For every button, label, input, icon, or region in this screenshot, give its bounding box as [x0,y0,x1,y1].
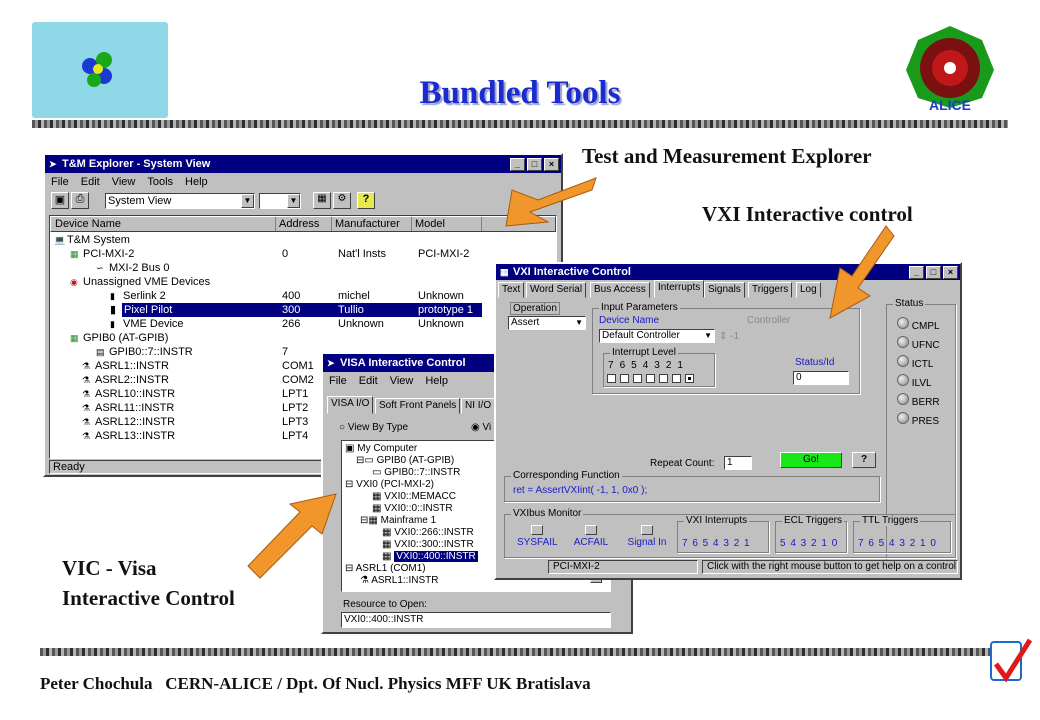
row-name: ASRL13::INSTR [95,430,176,442]
row-address: 266 [282,318,301,330]
menu-help[interactable]: Help [185,175,208,188]
grid-view-icon[interactable]: ▦ [313,192,331,209]
level-5: 5 [631,360,637,371]
minimize-button[interactable]: _ [510,158,525,171]
tab-interrupts[interactable]: Interrupts [654,280,704,298]
tab-bus-access[interactable]: Bus Access [590,282,650,298]
corresponding-function-text: ret = AssertVXIint( -1, 1, 0x0 ); [513,485,648,496]
row-model: Unknown [418,290,464,302]
resource-value: VXI0::400::INSTR [344,614,424,625]
row-address: COM1 [282,360,314,372]
row-manufacturer: Unknown [338,318,384,330]
serial-port-icon: ⚗ [82,403,91,414]
row-address: COM2 [282,374,314,386]
monitor-label: Signal In [627,537,667,548]
tree-item[interactable]: ▦ VXI0::MEMACC [372,491,456,502]
status-id-value: 0 [796,372,802,383]
tree-item-label: GPIB0::7::INSTR [384,467,461,478]
callout-tme: Test and Measurement Explorer [582,144,872,168]
status-item-label: PRES [911,416,940,427]
row-manufacturer: Nat'l Insts [338,248,386,260]
tree-item-label: ASRL1 (COM1) [355,563,426,574]
visa-menu-help[interactable]: Help [425,374,448,387]
visa-app-icon: ➤ [327,358,335,368]
row-name: ASRL2::INSTR [95,374,169,386]
row-manufacturer: Tullio [338,304,364,316]
ttl-triggers-bits: 7 6 5 4 3 2 1 0 [858,538,937,549]
row-manufacturer: michel [338,290,370,302]
visa-menu-view[interactable]: View [389,374,414,387]
serial-port-icon: ⚗ [82,389,91,400]
statusbar-left-text: PCI-MXI-2 [553,561,600,572]
close-button[interactable]: × [943,266,958,279]
tree-item-label: VXI0::0::INSTR [384,503,453,514]
level-6: 6 [619,360,626,371]
row-name: VME Device [123,318,184,330]
row-name: GPIB0::7::INSTR [109,346,193,358]
board-icon: ▦ [70,249,79,260]
tab-ni-io[interactable]: NI I/O [461,398,495,414]
status-item-label: CMPL [911,321,940,332]
row-model: Unknown [418,318,464,330]
chevron-down-icon[interactable]: ▼ [575,318,583,327]
arrow-vxi [830,226,894,318]
row-name: ASRL10::INSTR [95,388,176,400]
maximize-button[interactable]: □ [926,266,941,279]
status-item-label: UFNC [911,340,940,351]
tab-soft-front-panels[interactable]: Soft Front Panels [375,398,460,414]
resource-label: Resource to Open: [343,599,427,610]
visa-title: VISA Interactive Control [340,357,466,369]
monitor-label: ACFAIL [573,537,609,548]
status-item-label: ILVL [911,378,932,389]
tree-item-label: ASRL1::INSTR [371,575,439,586]
controller-label: Controller [747,315,791,326]
tab-word-serial[interactable]: Word Serial [526,282,586,298]
row-address: 300 [282,304,301,316]
status-item-label: ICTL [911,359,934,370]
view-select-value: System View [108,195,172,207]
row-name: MXI-2 Bus 0 [109,262,170,274]
row-name: Serlink 2 [123,290,166,302]
visa-menu-file[interactable]: File [329,374,347,387]
controller-value: -1 [730,331,740,342]
row-name: Unassigned VME Devices [83,276,211,288]
col-manufacturer[interactable]: Manufacturer [332,217,412,231]
vxi-interrupts-bits: 7 6 5 4 3 2 1 [682,538,751,549]
status-group-label: Status [895,298,924,309]
vme-card-icon: ▮ [110,319,115,330]
chevron-down-icon[interactable]: ▼ [704,331,712,340]
serial-port-icon: ⚗ [82,361,91,372]
controller-stepper[interactable]: ⇕ -1 [719,331,740,342]
vme-card-icon: ▮ [110,291,115,302]
ecl-triggers-bits: 5 4 3 2 1 0 [780,538,839,549]
warning-device-icon: ◉ [70,277,78,288]
status-text: Ready [53,461,85,473]
row-name: ASRL11::INSTR [95,402,175,414]
row-address: 7 [282,346,289,358]
tree-item[interactable]: ⚗ ASRL1::INSTR [360,575,439,586]
callout-vxi: VXI Interactive control [702,202,913,226]
serial-port-icon: ⚗ [82,417,91,428]
tree-item[interactable]: ⊟▦ Mainframe 1 [360,515,437,526]
board-icon: ▦ [70,333,79,344]
interrupt-level-label: Interrupt Level [612,347,676,358]
row-address: LPT1 [282,388,309,400]
checkmark-icon [990,638,1034,684]
status-id-label: Status/Id [795,357,835,368]
input-parameters-label: Input Parameters [601,302,678,313]
row-name: ASRL12::INSTR [95,416,176,428]
help-button[interactable]: ? [852,452,876,468]
view-by-other-label: Vi [482,422,492,433]
tree-item-label: VXI0::MEMACC [384,491,456,502]
menu-file[interactable]: File [51,175,69,188]
view-by-other-radio[interactable]: ◉ Vi [471,422,492,433]
footer-text: Peter Chochula CERN-ALICE / Dpt. Of Nucl. Physics MFF UK Bratislava [40,674,591,693]
col-device-name[interactable]: Device Name [51,217,276,231]
device-name-label: Device Name [599,315,660,326]
print-icon[interactable]: ⎙ [71,192,89,209]
explorer-app-icon: ➤ [49,159,57,169]
row-name: GPIB0 (AT-GPIB) [83,332,169,344]
tree-item-label: GPIB0 (AT-GPIB) [376,455,455,466]
row-name: T&M System [67,234,130,246]
instrument-icon: ▤ [96,347,105,358]
col-address[interactable]: Address [276,217,332,231]
tree-item[interactable]: ▭ GPIB0::7::INSTR [372,467,461,478]
slide-title: Bundled Tools [419,75,621,111]
tree-item[interactable]: ▣ My Computer [345,443,418,454]
tree-item-label: VXI0::300::INSTR [394,539,474,550]
level-3: 3 [654,360,660,371]
row-name: Pixel Pilot [124,304,173,316]
row-name: ASRL1::INSTR [95,360,169,372]
callout-vic-line2: Interactive Control [62,586,235,610]
device-name-value: Default Controller [602,330,680,341]
row-address: LPT2 [282,402,309,414]
arrow-vic [248,494,336,578]
status-item-label: BERR [911,397,940,408]
level-7: 7 [608,360,614,371]
visa-menu-edit[interactable]: Edit [358,374,378,387]
statusbar-right-text: Click with the right mouse button to get help on a control [707,561,957,572]
vxi-interrupts-label: VXI Interrupts [686,515,748,526]
ecl-triggers-label: ECL Triggers [784,515,842,526]
tree-item[interactable]: ▦ VXI0::0::INSTR [372,503,453,514]
vxi-title: VXI Interactive Control [513,266,631,278]
go-button[interactable]: Go! [780,452,842,468]
monitor-label: SYSFAIL [517,537,558,548]
operation-label: Operation [510,302,560,315]
tree-item[interactable]: ▦ VXI0::300::INSTR [382,539,474,550]
view-by-type-label: View By Type [347,422,409,433]
tab-signals[interactable]: Signals [704,282,745,298]
bottom-divider [40,648,1010,656]
computer-icon: 💻 [54,235,66,246]
level-2: 2 [665,360,672,371]
minimize-button[interactable]: _ [909,266,924,279]
row-address: LPT3 [282,416,309,428]
menu-view[interactable]: View [111,175,136,188]
alice-logo-text: ALICE [929,97,971,112]
tree-item-label: Mainframe 1 [380,515,437,526]
vme-card-icon: ▮ [110,304,117,316]
corresponding-function-label: Corresponding Function [513,470,620,481]
tree-item[interactable]: ⊟▭ GPIB0 (AT-GPIB) [356,455,455,466]
properties-icon[interactable]: ⚙ [333,192,351,209]
row-address: 0 [282,248,289,260]
repeat-count-label: Repeat Count: [650,458,715,469]
row-name: PCI-MXI-2 [83,248,135,260]
cable-icon: ∽ [96,263,104,274]
callout-vic-line1: VIC - Visa [62,556,157,580]
chevron-down-icon[interactable]: ▼ [287,194,300,208]
save-icon[interactable]: ▣ [51,192,69,209]
row-model: PCI-MXI-2 [418,248,470,260]
tree-item-label: VXI0::400::INSTR [396,551,476,562]
vxi-app-icon: ▦ [500,267,509,277]
tab-log[interactable]: Log [796,282,821,298]
maximize-button[interactable]: □ [527,158,542,171]
row-address: 400 [282,290,301,302]
chevron-down-icon[interactable]: ▼ [241,194,254,208]
serial-port-icon: ⚗ [82,431,91,442]
operation-value: Assert [511,317,540,328]
tree-item-label: My Computer [357,443,418,454]
tm-explorer-title: T&M Explorer - System View [62,158,211,170]
close-button[interactable]: × [544,158,559,171]
tree-item[interactable]: ⊟ VXI0 (PCI-MXI-2) [345,479,434,490]
view-by-type-radio[interactable]: ○ View By Type [339,422,409,433]
level-1: 1 [677,360,683,371]
menu-edit[interactable]: Edit [80,175,100,188]
serial-port-icon: ⚗ [82,375,91,386]
tree-item-label: VXI0::266::INSTR [394,527,474,538]
arrow-tme [506,178,596,226]
vxibus-monitor-label: VXIbus Monitor [513,508,582,519]
menu-tools[interactable]: Tools [147,175,174,188]
tab-text[interactable]: Text [498,282,524,298]
tree-item[interactable]: ⊟ ASRL1 (COM1) [345,563,426,574]
tree-item[interactable]: ▦ VXI0::266::INSTR [382,527,474,538]
row-address: LPT4 [282,430,309,442]
col-model[interactable]: Model [412,217,482,231]
tab-triggers[interactable]: Triggers [748,282,792,298]
row-model: prototype 1 [418,304,474,316]
ttl-triggers-label: TTL Triggers [862,515,919,526]
tab-visa-io[interactable]: VISA I/O [327,396,373,414]
tree-item-label: VXI0 (PCI-MXI-2) [356,479,434,490]
help-icon[interactable]: ? [357,192,375,209]
tree-item-selected[interactable]: ▦ VXI0::400::INSTR [382,551,476,562]
repeat-count-value: 1 [727,457,733,468]
level-4: 4 [642,360,649,371]
